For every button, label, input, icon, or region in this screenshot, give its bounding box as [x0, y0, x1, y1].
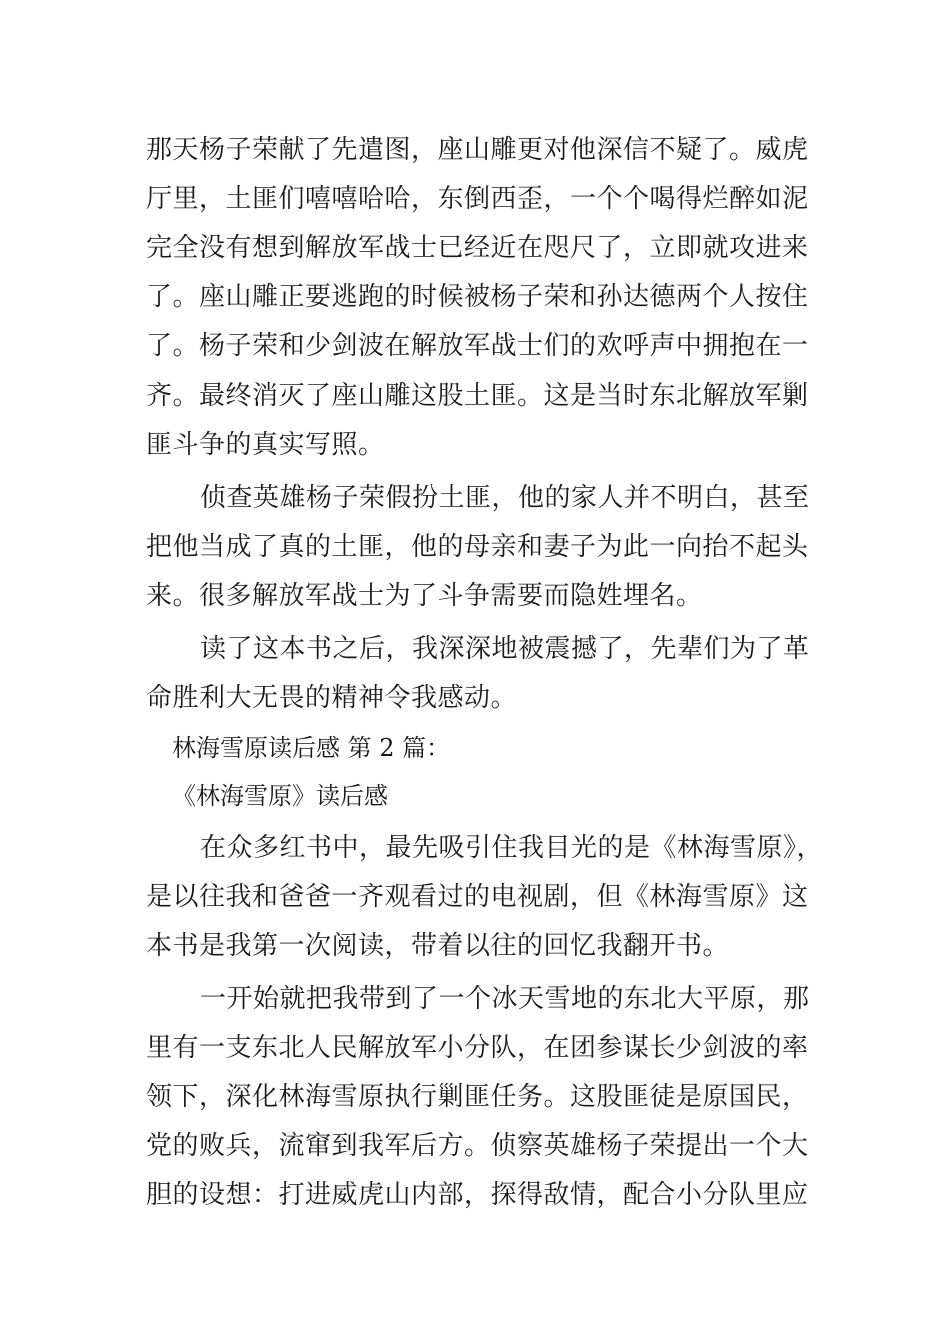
paragraph-line: 党的败兵，流窜到我军后方。侦察英雄杨子荣提出一个大 — [146, 1131, 809, 1161]
paragraph-line: 匪斗争的真实写照。 — [146, 430, 385, 460]
paragraph-line: 把他当成了真的土匪，他的母亲和妻子为此一向抬不起头 — [146, 532, 809, 562]
paragraph-line: 里有一支东北人民解放军小分队，在团参谋长少剑波的率 — [146, 1033, 809, 1063]
paragraph-line: 了。座山雕正要逃跑的时候被杨子荣和孙达德两个人按住 — [146, 282, 809, 312]
paragraph-line: 侦查英雄杨子荣假扮土匪，他的家人并不明白，甚至 — [200, 483, 810, 513]
paragraph-line: 一开始就把我带到了一个冰天雪地的东北大平原，那 — [200, 984, 810, 1014]
paragraph-line: 命胜利大无畏的精神令我感动。 — [146, 683, 518, 713]
paragraph-line: 来。很多解放军战士为了斗争需要而隐姓埋名。 — [146, 581, 703, 611]
paragraph-line: 齐。最终消灭了座山雕这股土匪。这是当时东北解放军剿 — [146, 381, 809, 411]
section-heading: 林海雪原读后感 第 2 篇： — [172, 734, 451, 762]
paragraph-line: 完全没有想到解放军战士已经近在咫尺了，立即就攻进来 — [146, 233, 809, 263]
article-title: 《林海雪原》读后感 — [172, 782, 388, 810]
paragraph-line: 本书是我第一次阅读，带着以往的回忆我翻开书。 — [146, 931, 730, 961]
paragraph-line: 那天杨子荣献了先遣图，座山雕更对他深信不疑了。威虎 — [146, 135, 809, 165]
paragraph-line: 胆的设想：打进威虎山内部，探得敌情，配合小分队里应 — [146, 1180, 809, 1210]
paragraph-line: 读了这本书之后，我深深地被震撼了，先辈们为了革 — [200, 634, 810, 664]
paragraph-line: 领下，深化林海雪原执行剿匪任务。这股匪徒是原国民， — [146, 1082, 809, 1112]
paragraph-line: 在众多红书中，最先吸引住我目光的是《林海雪原》， — [200, 833, 824, 863]
paragraph-line: 厅里，土匪们嘻嘻哈哈，东倒西歪，一个个喝得烂醉如泥 — [146, 184, 809, 214]
paragraph-line: 是以往我和爸爸一齐观看过的电视剧，但《林海雪原》这 — [146, 882, 809, 912]
paragraph-line: 了。杨子荣和少剑波在解放军战士们的欢呼声中拥抱在一 — [146, 331, 809, 361]
